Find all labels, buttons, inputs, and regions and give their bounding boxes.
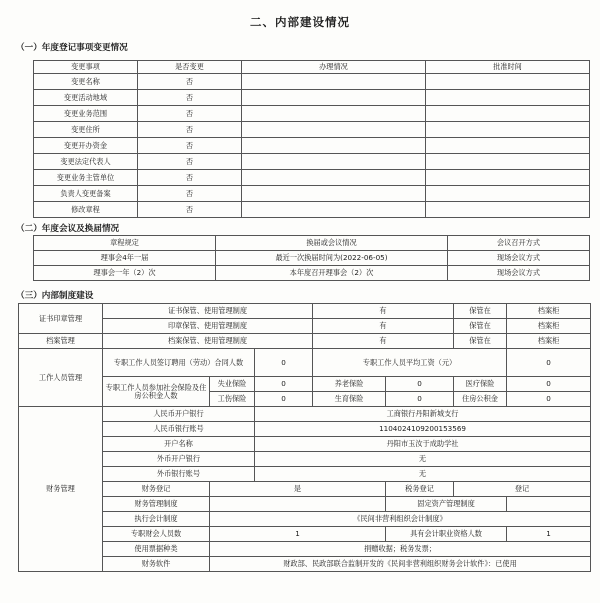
storage-label: 保管在 (454, 304, 507, 319)
column-header: 变更事项 (34, 61, 138, 74)
table-row (19, 422, 591, 437)
column-header: 换届或会议情况 (216, 236, 448, 251)
internal-systems-table (18, 303, 591, 572)
handling-cell (242, 74, 426, 90)
qualified-staff-label: 具有会计职业资格人数 (386, 527, 507, 542)
handling-cell (242, 186, 426, 202)
rmb-bank-label: 人民币开户银行 (103, 407, 255, 422)
storage-place: 档案柜 (507, 319, 591, 334)
page-title: 二、内部建设情况 (250, 15, 350, 29)
change-item: 变更名称 (34, 74, 138, 90)
section-heading-internal-systems: （三）内部制度建设 (16, 291, 94, 301)
asset-system-value (507, 497, 591, 512)
change-item: 负责人变更备案 (34, 186, 138, 202)
approval-time-cell (426, 138, 590, 154)
contract-count-label: 专职工作人员签订聘用（劳动）合同人数 (103, 349, 255, 377)
asset-system-label: 固定资产管理制度 (386, 497, 507, 512)
table-row (19, 527, 591, 542)
table-header-row (34, 236, 590, 251)
meeting-mode: 现场会议方式 (448, 266, 590, 281)
change-item: 修改章程 (34, 202, 138, 218)
column-header: 是否变更 (138, 61, 242, 74)
handling-cell (242, 138, 426, 154)
group-staff-management: 工作人员管理 (19, 349, 103, 407)
meeting-status: 最近一次换届时间为(2022-06-05) (216, 251, 448, 266)
average-salary-label: 专职工作人员平均工资（元） (313, 349, 507, 377)
table-row (19, 482, 591, 497)
approval-time-cell (426, 154, 590, 170)
storage-label: 保管在 (454, 319, 507, 334)
handling-cell (242, 170, 426, 186)
contract-count-value: 0 (255, 349, 313, 377)
storage-label: 保管在 (454, 334, 507, 349)
table-row (19, 377, 591, 392)
table-row (34, 186, 590, 202)
table-row (19, 437, 591, 452)
medical-value: 0 (507, 377, 591, 392)
receipt-types-label: 使用票据种类 (103, 542, 210, 557)
meetings-table (33, 235, 590, 281)
change-item: 变更开办资金 (34, 138, 138, 154)
system-name: 档案保管、使用管理制度 (103, 334, 313, 349)
table-row (19, 319, 591, 334)
system-has: 有 (313, 334, 454, 349)
table-row (19, 542, 591, 557)
meeting-mode: 现场会议方式 (448, 251, 590, 266)
table-row (19, 334, 591, 349)
account-name-label: 开户名称 (103, 437, 255, 452)
table-row (34, 202, 590, 218)
accounting-system-value: 《民间非营利组织会计制度》 (210, 512, 591, 527)
rmb-account-value: 1104024109200153569 (255, 422, 591, 437)
system-name: 印章保管、使用管理制度 (103, 319, 313, 334)
approval-time-cell (426, 90, 590, 106)
table-row (34, 106, 590, 122)
average-salary-value: 0 (507, 349, 591, 377)
group-finance-management: 财务管理 (19, 407, 103, 572)
injury-label: 工伤保险 (210, 392, 255, 407)
table-row (19, 512, 591, 527)
maternity-label: 生育保险 (313, 392, 386, 407)
change-status: 否 (138, 186, 242, 202)
table-header-row (34, 61, 590, 74)
column-header: 会议召开方式 (448, 236, 590, 251)
housing-fund-value: 0 (507, 392, 591, 407)
change-item: 变更住所 (34, 122, 138, 138)
pension-label: 养老保险 (313, 377, 386, 392)
table-row (19, 557, 591, 572)
handling-cell (242, 202, 426, 218)
finance-software-value: 财政部、民政部联合监制开发的《民间非营利组织财务会计软件》：已使用 (210, 557, 591, 572)
column-header: 批准时间 (426, 61, 590, 74)
charter-rule: 理事会一年（2）次 (34, 266, 216, 281)
column-header: 章程规定 (34, 236, 216, 251)
table-row (19, 467, 591, 482)
table-row (34, 266, 590, 281)
charter-rule: 理事会4年一届 (34, 251, 216, 266)
tax-registration-value: 登记 (454, 482, 591, 497)
finance-registration-value: 是 (210, 482, 386, 497)
meeting-status: 本年度召开理事会（2）次 (216, 266, 448, 281)
approval-time-cell (426, 74, 590, 90)
finance-registration-label: 财务登记 (103, 482, 210, 497)
handling-cell (242, 122, 426, 138)
finance-software-label: 财务软件 (103, 557, 210, 572)
finance-system-value (210, 497, 386, 512)
change-status: 否 (138, 122, 242, 138)
handling-cell (242, 106, 426, 122)
qualified-staff-value: 1 (507, 527, 591, 542)
change-status: 否 (138, 202, 242, 218)
table-row (34, 74, 590, 90)
account-name-value: 丹阳市玉汝于成助学社 (255, 437, 591, 452)
system-has: 有 (313, 304, 454, 319)
pension-value: 0 (386, 377, 454, 392)
change-item: 变更活动地域 (34, 90, 138, 106)
table-row (19, 497, 591, 512)
approval-time-cell (426, 122, 590, 138)
fx-account-label: 外币银行账号 (103, 467, 255, 482)
receipt-types-value: 捐赠收据；税务发票； (210, 542, 591, 557)
rmb-account-label: 人民币银行账号 (103, 422, 255, 437)
section-heading-changes: （一）年度登记事项变更情况 (16, 43, 128, 53)
fx-bank-label: 外币开户银行 (103, 452, 255, 467)
change-item: 变更业务范围 (34, 106, 138, 122)
change-item: 变更业务主管单位 (34, 170, 138, 186)
section-heading-meetings: （二）年度会议及换届情况 (16, 224, 120, 234)
change-status: 否 (138, 138, 242, 154)
approval-time-cell (426, 170, 590, 186)
storage-place: 档案柜 (507, 334, 591, 349)
unemployment-value: 0 (255, 377, 313, 392)
fx-account-value: 无 (255, 467, 591, 482)
change-status: 否 (138, 74, 242, 90)
storage-place: 档案柜 (507, 304, 591, 319)
handling-cell (242, 90, 426, 106)
table-row (34, 170, 590, 186)
housing-fund-label: 住房公积金 (454, 392, 507, 407)
registration-changes-table (33, 60, 590, 218)
insurance-count-label: 专职工作人员参加社会保险及住房公积金人数 (103, 377, 210, 407)
table-row (34, 251, 590, 266)
change-item: 变更法定代表人 (34, 154, 138, 170)
group-archive-management: 档案管理 (19, 334, 103, 349)
table-row (19, 452, 591, 467)
change-status: 否 (138, 106, 242, 122)
rmb-bank-value: 工商银行丹阳新城支行 (255, 407, 591, 422)
fx-bank-value: 无 (255, 452, 591, 467)
system-has: 有 (313, 319, 454, 334)
column-header: 办理情况 (242, 61, 426, 74)
approval-time-cell (426, 186, 590, 202)
injury-value: 0 (255, 392, 313, 407)
table-row (19, 407, 591, 422)
group-seal-management: 证书印章管理 (19, 304, 103, 334)
table-row (19, 304, 591, 319)
system-name: 证书保管、使用管理制度 (103, 304, 313, 319)
table-row (34, 138, 590, 154)
table-row (34, 122, 590, 138)
unemployment-label: 失业保险 (210, 377, 255, 392)
table-row (34, 90, 590, 106)
medical-label: 医疗保险 (454, 377, 507, 392)
change-status: 否 (138, 154, 242, 170)
tax-registration-label: 税务登记 (386, 482, 454, 497)
finance-staff-label: 专职财会人员数 (103, 527, 210, 542)
change-status: 否 (138, 170, 242, 186)
approval-time-cell (426, 202, 590, 218)
handling-cell (242, 154, 426, 170)
change-status: 否 (138, 90, 242, 106)
approval-time-cell (426, 106, 590, 122)
table-row (34, 154, 590, 170)
maternity-value: 0 (386, 392, 454, 407)
finance-staff-value: 1 (210, 527, 386, 542)
finance-system-label: 财务管理制度 (103, 497, 210, 512)
accounting-system-label: 执行会计制度 (103, 512, 210, 527)
table-row (19, 349, 591, 377)
